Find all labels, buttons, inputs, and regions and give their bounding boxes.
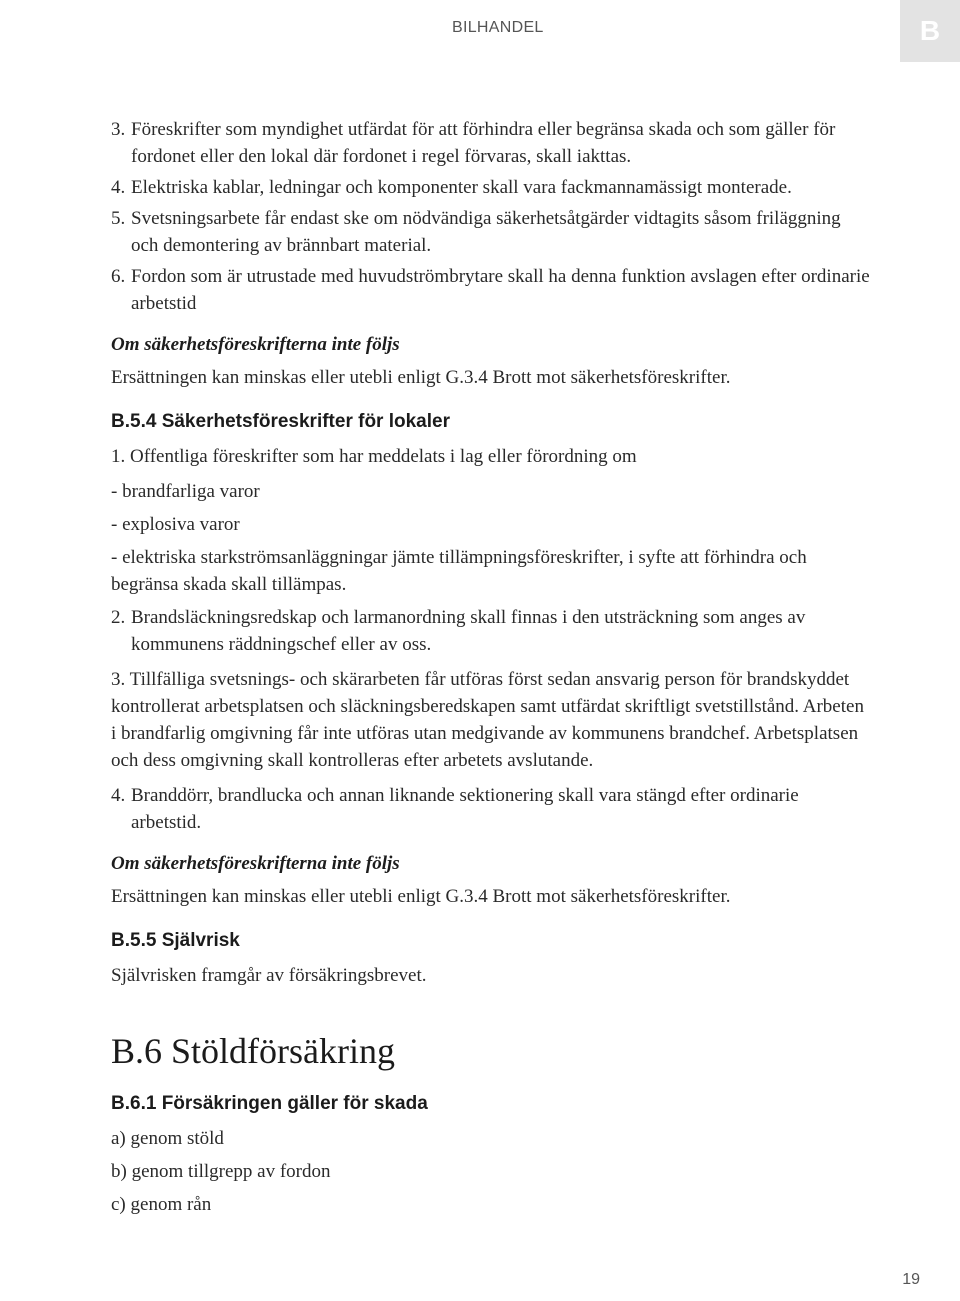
list-text: Branddörr, brandlucka och annan liknande sektionering skall vara stängd efter ordinarie arbetstid. [131,785,799,833]
list-number: 5. [111,208,126,229]
list-text: Svetsningsarbete får endast ske om nödvändiga säkerhetsåtgärder vidtagits såsom friläggning och demontering av brännbart material. [131,208,841,256]
heading-b54: B.5.4 Säkerhetsföreskrifter för lokaler [111,411,450,432]
list-item [111,174,871,201]
heading-b6: B.6 Stöldförsäkring [111,1031,395,1071]
list-number: 6. [111,266,126,287]
list-item [111,205,871,259]
chapter-tab: B [900,0,960,62]
list-number: 4. [111,177,126,198]
heading-b55: B.5.5 Självrisk [111,930,240,951]
section-text: Ersättningen kan minskas eller utebli enligt G.3.4 Brott mot säkerhetsföreskrifter. [111,367,731,388]
b54-item-2 [111,604,871,658]
section-italic-heading: Om säkerhetsföreskrifterna inte följs [111,334,400,355]
page-number: 19 [902,1271,920,1288]
page-content [111,112,871,1224]
list-number: 3. [111,119,126,140]
list-text: Elektriska kablar, ledningar och komponenter skall vara fackmannamässigt monterade. [131,177,792,198]
list-number: 4. [111,785,126,806]
b55-text: Självrisken framgår av försäkringsbrevet. [111,965,427,986]
list-item [111,263,871,317]
heading-b61: B.6.1 Försäkringen gäller för skada [111,1093,428,1114]
b54-item-1: 1. Offentliga föreskrifter som har meddelats i lag eller förordning om [111,446,637,467]
b54-item-4 [111,782,871,836]
list-item [111,116,871,170]
dash-item: - explosiva varor [111,514,240,535]
list-number: 2. [111,607,126,628]
dash-item: - elektriska starkströmsanläggningar jämte tillämpningsföreskrifter, i syfte att förhindra och begränsa skada skall tillämpas. [111,547,807,595]
alpha-item: c) genom rån [111,1194,212,1215]
section-italic-heading: Om säkerhetsföreskrifterna inte följs [111,853,400,874]
section-text: Ersättningen kan minskas eller utebli enligt G.3.4 Brott mot säkerhetsföreskrifter. [111,886,731,907]
alpha-item: b) genom tillgrepp av fordon [111,1161,331,1182]
b54-item-3: 3. Tillfälliga svetsnings- och skärarbeten får utföras först sedan ansvarig person för brandskyddet kontrollerat arbetsplatsen och släckningsberedskapen samt utfärdat skriftligt svetstillstånd. Arbeten i brandfarlig omgivning får inte utföras utan medgivande av kommunens brandchef. Arbetsplatsen och dess omgivning skall kontrolleras efter arbetets avslutande. [111,669,864,771]
list-text: Föreskrifter som myndighet utfärdat för att förhindra eller begränsa skada och som gäller för fordonet eller den lokal där fordonet i regel förvaras, skall iakttas. [131,119,836,167]
running-header: BILHANDEL [452,19,544,36]
list-text: Brandsläckningsredskap och larmanordning skall finnas i den utsträckning som anges av kommunens räddningschef eller av oss. [131,607,806,655]
list-text: Fordon som är utrustade med huvudströmbrytare skall ha denna funktion avslagen efter ordinarie arbetstid [131,266,870,314]
alpha-item: a) genom stöld [111,1128,224,1149]
dash-item: - brandfarliga varor [111,481,260,502]
